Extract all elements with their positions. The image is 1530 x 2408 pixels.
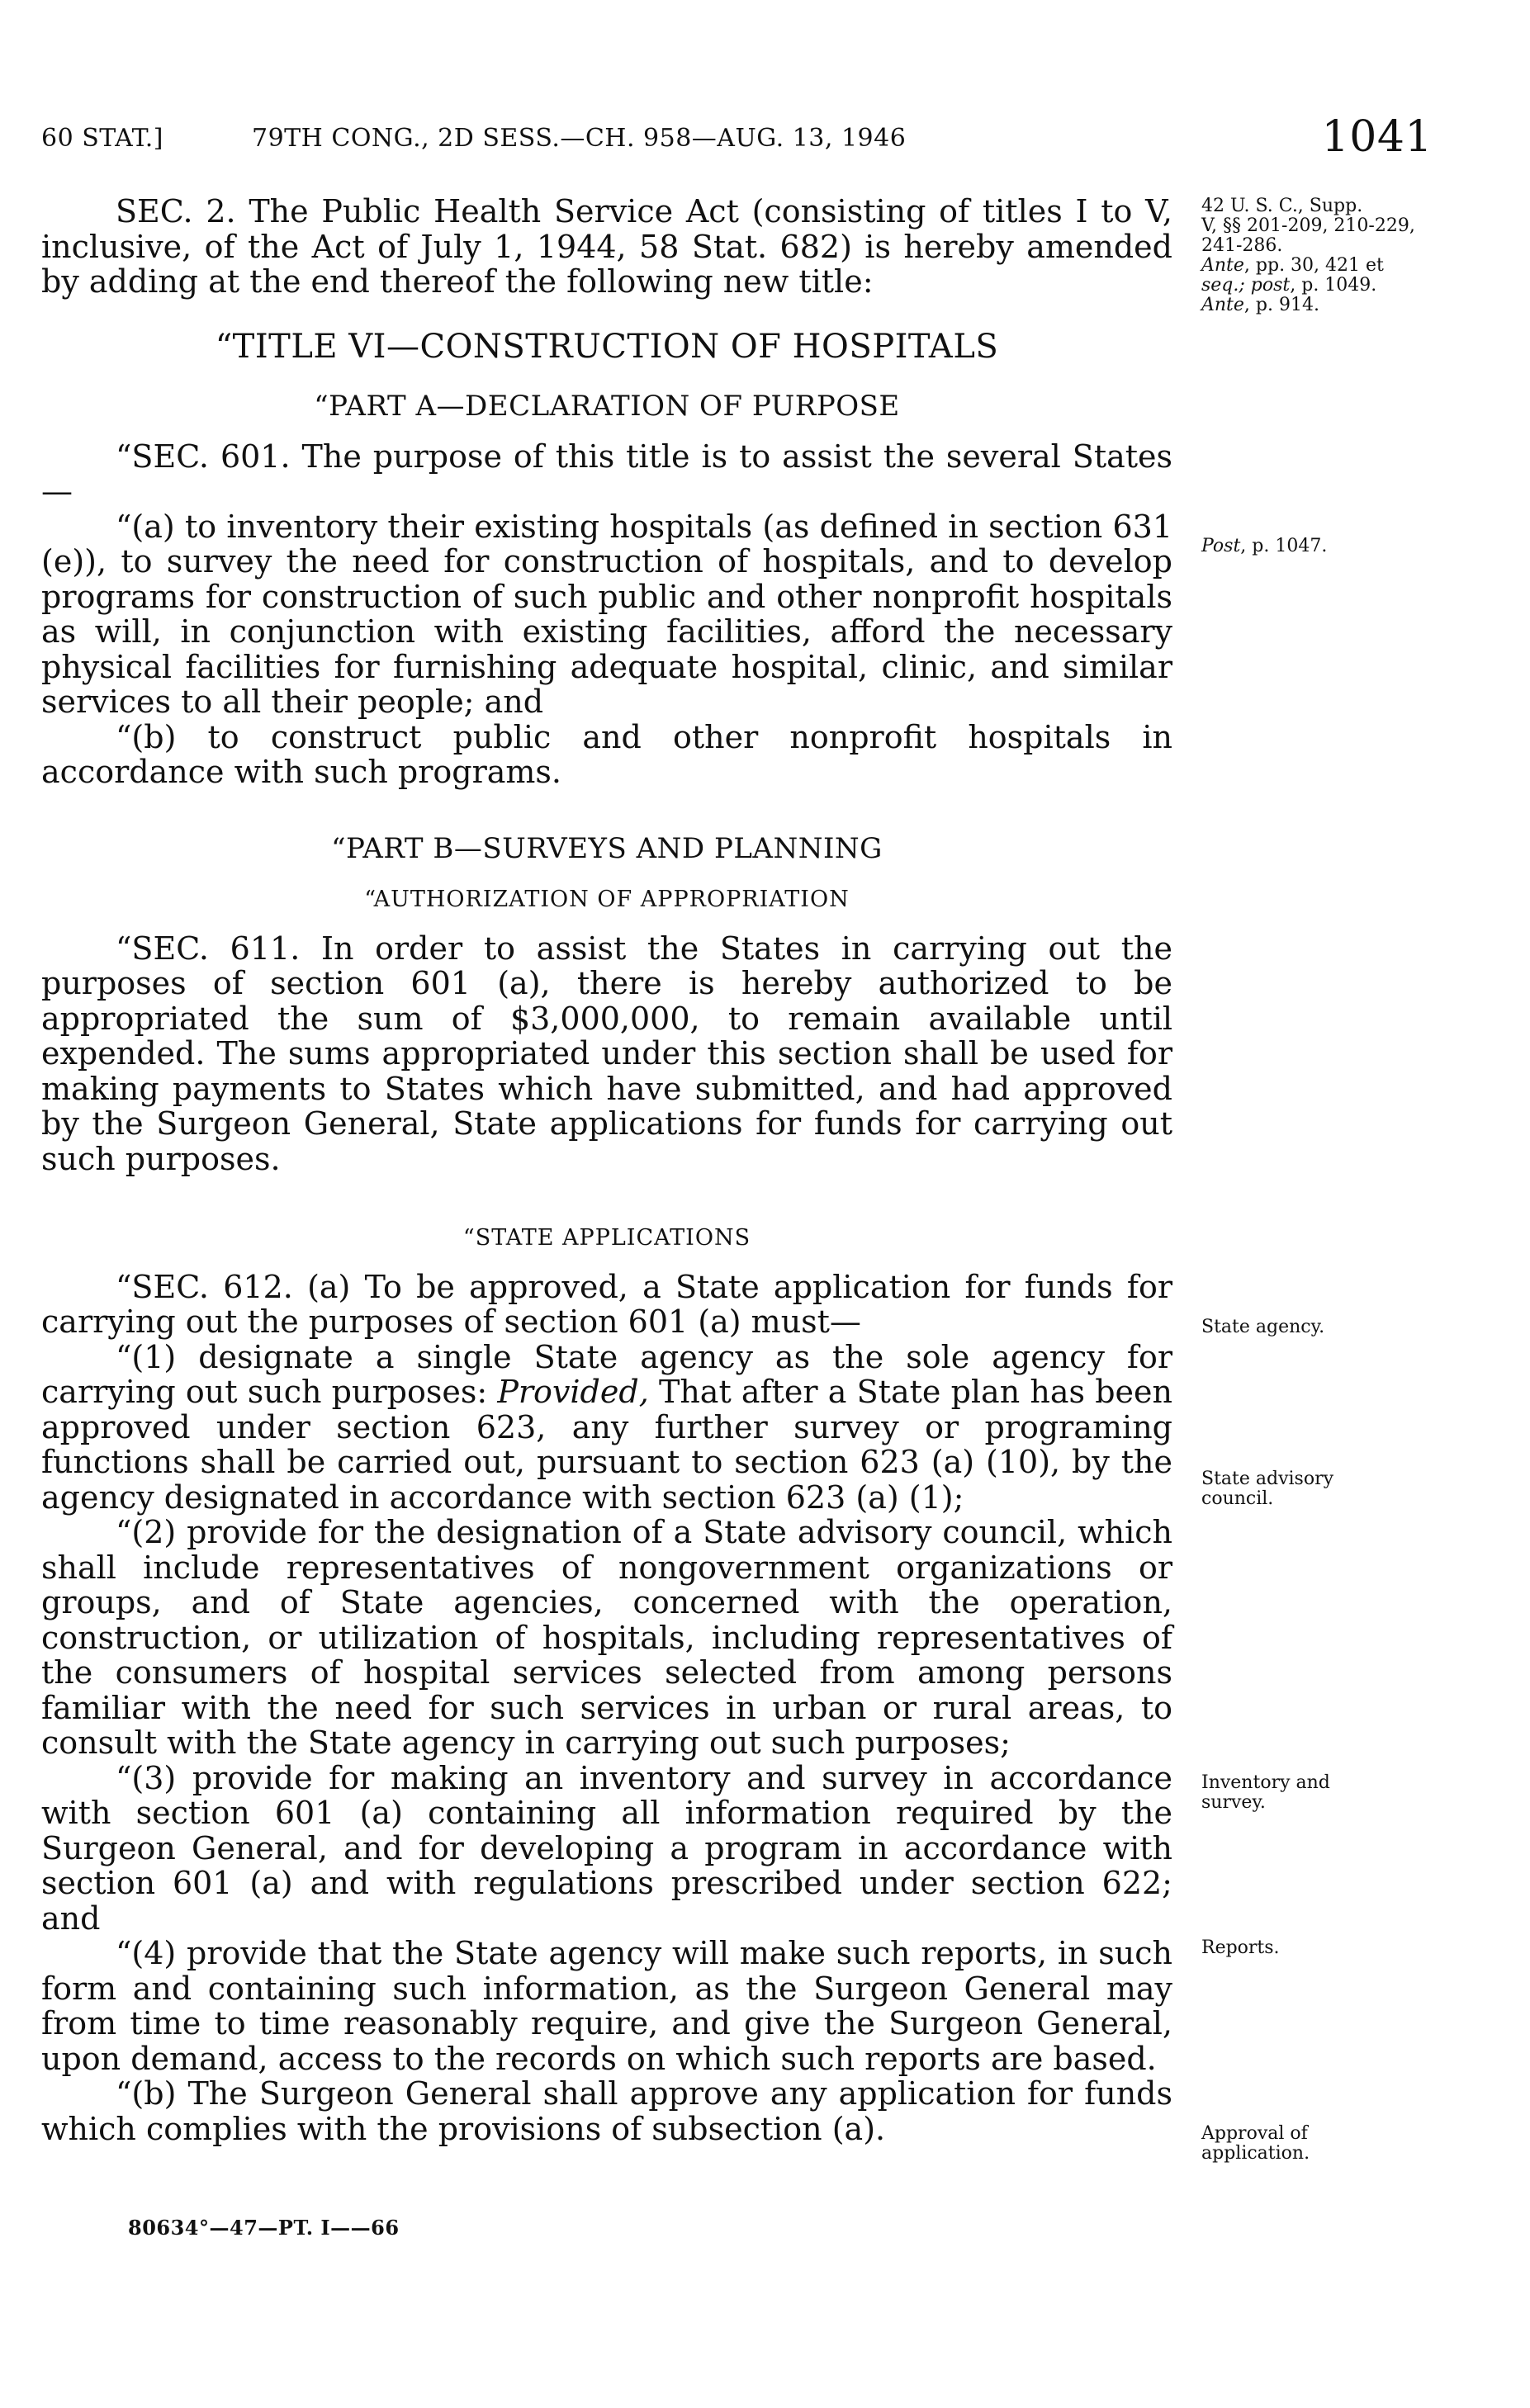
authorization-heading: “AUTHORIZATION OF APPROPRIATION [364,887,850,912]
margin-reports: Reports. [1201,1937,1280,1958]
section-601-clause-a: “(a) to inventory their existing hospitals (as defined in section 631 (e)), to survey the need for construction of hospitals, and to develop programs for construction of such public and other nonprofit hospitals as will, in conjunction with existing facilities, afford the necessary physical facilities for furnishing adequate hospital, clinic, and similar services to all their people; and [41,508,1172,720]
margin-post-reference: Post, p. 1047. [1201,536,1328,556]
header-volume: 60 STAT.] [41,124,163,153]
section-611-paragraph: “SEC. 611. In order to assist the States in carrying out the purposes of section 601 (a), there is hereby authorized to be appropriated the sum of $3,000,000, to remain available until expended. The sums appropriated under this section shall be used for making payments to States which have submitted, and had approved by the Surgeon General, State applications for funds for carrying out such purposes. [41,930,1172,1177]
section-612-b: “(b) The Surgeon General shall approve any application for funds which complies with the provisions of subsection (a). [41,2075,1172,2147]
margin-state-agency: State agency. [1201,1317,1325,1337]
page-number: 1041 [1321,112,1433,162]
section-612-item-4: “(4) provide that the State agency will make such reports, in such form and containing such information, as the Surgeon General may from time to time reasonably require, and give the Surgeon General, upon demand, access to the records on which such reports are based. [41,1935,1172,2077]
footer-print-code: 80634°—47—PT. I——66 [128,2216,400,2240]
section-601-intro: “SEC. 601. The purpose of this title is to assist the several States— [41,438,1172,509]
section-2-paragraph: SEC. 2. The Public Health Service Act (consisting of titles I to V, inclusive, of the Act of July 1, 1944, 58 Stat. 682) is hereby amended by adding at the end thereof the following new title: [41,193,1172,300]
margin-citation: 42 U. S. C., Supp. V, §§ 201-209, 210-229, 241-286. Ante, pp. 30, 421 et seq.; post, p. 1049. Ante, p. 914. [1201,196,1415,315]
section-601-clause-b: “(b) to construct public and other nonprofit hospitals in accordance with such programs. [41,718,1172,790]
main-text [41,194,1172,2146]
section-612-item-3: “(3) provide for making an inventory and survey in accordance with section 601 (a) containing all information required by the Surgeon General, and for developing a program in accordance with section 601 (a) and with regulations prescribed under section 622; and [41,1759,1172,1937]
section-612-a: “SEC. 612. (a) To be approved, a State application for funds for carrying out the purposes of section 601 (a) must— [41,1268,1172,1340]
part-b-heading: “PART B—SURVEYS AND PLANNING [331,831,883,865]
state-applications-heading: “STATE APPLICATIONS [462,1225,751,1251]
section-612-item-2: “(2) provide for the designation of a State advisory council, which shall include representatives of nongovernment organizations or groups, and of State agencies, concerned with the operation, construction, or utilization of hospitals, including representatives of the consumers of hospital services selected from among persons familiar with the need for such services in urban or rural areas, to consult with the State agency in carrying out such purposes; [41,1514,1172,1761]
margin-state-advisory-council: State advisory council. [1201,1469,1334,1509]
part-a-heading: “PART A—DECLARATION OF PURPOSE [314,390,900,423]
section-612-item-1: “(1) designate a single State agency as the sole agency for carrying out such purposes: Provided, That after a State plan has been approved under section 623, any further survey or programing functions shall be carried out, pursuant to section 623 (a) (10), by the agency designated in accordance with section 623 (a) (1); [41,1338,1172,1516]
margin-approval: Approval of application. [1201,2123,1310,2164]
proviso-italic: Provided, [497,1374,649,1410]
header-session: 79TH CONG., 2D SESS.—CH. 958—AUG. 13, 1946 [252,124,907,153]
title-vi-heading: “TITLE VI—CONSTRUCTION OF HOSPITALS [215,327,999,366]
margin-inventory-survey: Inventory and survey. [1201,1772,1330,1813]
